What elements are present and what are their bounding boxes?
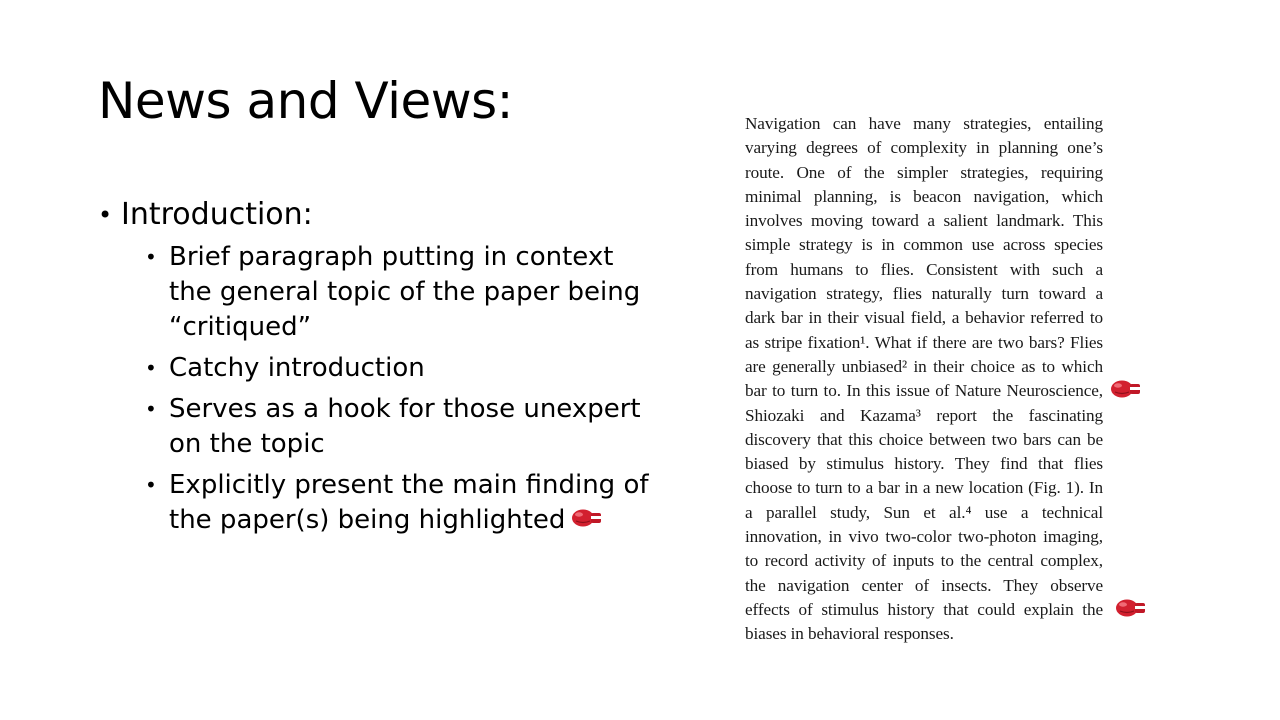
bullet-dot: • [145, 397, 157, 421]
sub-bullet-text: Explicitly present the main finding of the paper(s) being highlighted [169, 470, 649, 535]
bullet-label: Introduction: [121, 197, 313, 232]
excerpt-paragraph: Navigation can have many strategies, entailing varying degrees of complexity in planning one’s route. One of the simpler strategies, requiring minimal planning, is beacon navigation, which involves moving toward a salient landmark. This simple strategy is in common use across species from humans to flies. Consistent with such a navigation strategy, flies naturally turn toward a dark bar in their visual field, a behavior referred to as stripe fixation¹. What if there are two bars? Flies are generally unbiased² in their choice as to which bar to turn to. In this issue of Nature Neuroscience, Shiozaki and Kazama³ report the fascinating discovery that this choice between two bars can be biased by stimulus history. They find that flies choose to turn to a bar in a new location (Fig. 1). In a parallel study, Sun et al.⁴ use a technical innovation, in vivo two-color two-photon imaging, to record activity of inputs to the central complex, the navigation center of insects. They observe effects of stimulus history that could explain the biases in behavioral responses. [745, 114, 1103, 644]
sub-bullet-item [145, 351, 658, 386]
sub-bullet-item [145, 392, 658, 462]
sub-bullet-text: Catchy introduction [169, 353, 425, 383]
bullet-list [98, 196, 658, 544]
sub-bullet-item [145, 468, 658, 538]
sub-bullet-item [145, 240, 658, 345]
sub-bullet-text-wrap [169, 468, 658, 538]
sub-bullet-text: Brief paragraph putting in context the general topic of the paper being “critiqued” [169, 242, 641, 342]
sub-bullet-list [145, 240, 658, 538]
bullet-introduction [98, 196, 658, 234]
bullet-dot: • [145, 473, 157, 497]
boxing-glove-icon [1110, 379, 1142, 403]
boxing-glove-icon [1115, 598, 1147, 622]
slide-title: News and Views: [98, 72, 514, 130]
sub-bullet-text: Serves as a hook for those unexpert on the topic [169, 394, 641, 459]
article-excerpt [736, 110, 1116, 648]
bullet-dot: • [98, 201, 113, 229]
bullet-dot: • [145, 356, 157, 380]
boxing-glove-icon [571, 503, 603, 538]
bullet-dot: • [145, 245, 157, 269]
